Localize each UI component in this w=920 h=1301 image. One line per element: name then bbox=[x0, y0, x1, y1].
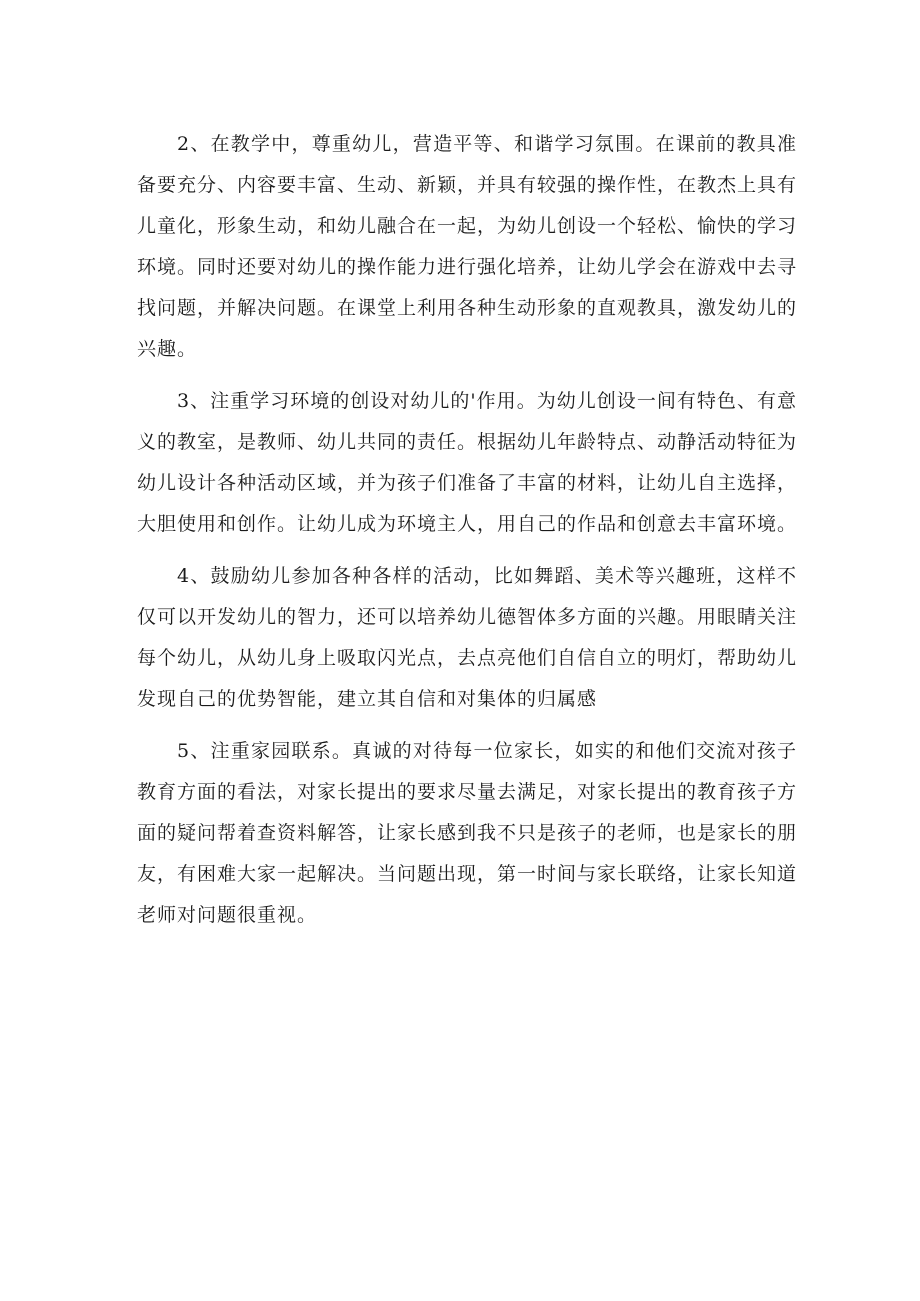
document-body bbox=[137, 124, 797, 947]
paragraph-item-3: 3、注重学习环境的创设对幼儿的'作用。为幼儿创设一间有特色、有意义的教室，是教师、幼儿共同的责任。根据幼儿年龄特点、动静活动特征为幼儿设计各种活动区域，并为孩子们准备了丰富的材料，让幼儿自主选择，大胆使用和创作。让幼儿成为环境主人，用自己的作品和创意去丰富环境。 bbox=[137, 390, 798, 535]
paragraph-item-4: 4、鼓励幼儿参加各种各样的活动，比如舞蹈、美术等兴趣班，这样不仅可以开发幼儿的智力，还可以培养幼儿德智体多方面的兴趣。用眼睛关注每个幼儿，从幼儿身上吸取闪光点，去点亮他们自信自立的明灯，帮助幼儿发现自己的优势智能，建立其自信和对集体的归属感 bbox=[137, 565, 798, 710]
paragraph-item-5: 5、注重家园联系。真诚的对待每一位家长，如实的和他们交流对孩子教育方面的看法，对家长提出的要求尽量去满足，对家长提出的教育孩子方面的疑问帮着查资料解答，让家长感到我不只是孩子的老师，也是家长的朋友，有困难大家一起解决。当问题出现，第一时间与家长联络，让家长知道老师对问题很重视。 bbox=[137, 740, 798, 926]
paragraph-item-2: 2、在教学中，尊重幼儿，营造平等、和谐学习氛围。在课前的教具准备要充分、内容要丰富、生动、新颖，并具有较强的操作性，在教杰上具有儿童化，形象生动，和幼儿融合在一起，为幼儿创设一个轻松、愉快的学习环境。同时还要对幼儿的操作能力进行强化培养，让幼儿学会在游戏中去寻找问题，并解决问题。在课堂上利用各种生动形象的直观教具，激发幼儿的兴趣。 bbox=[137, 133, 798, 360]
